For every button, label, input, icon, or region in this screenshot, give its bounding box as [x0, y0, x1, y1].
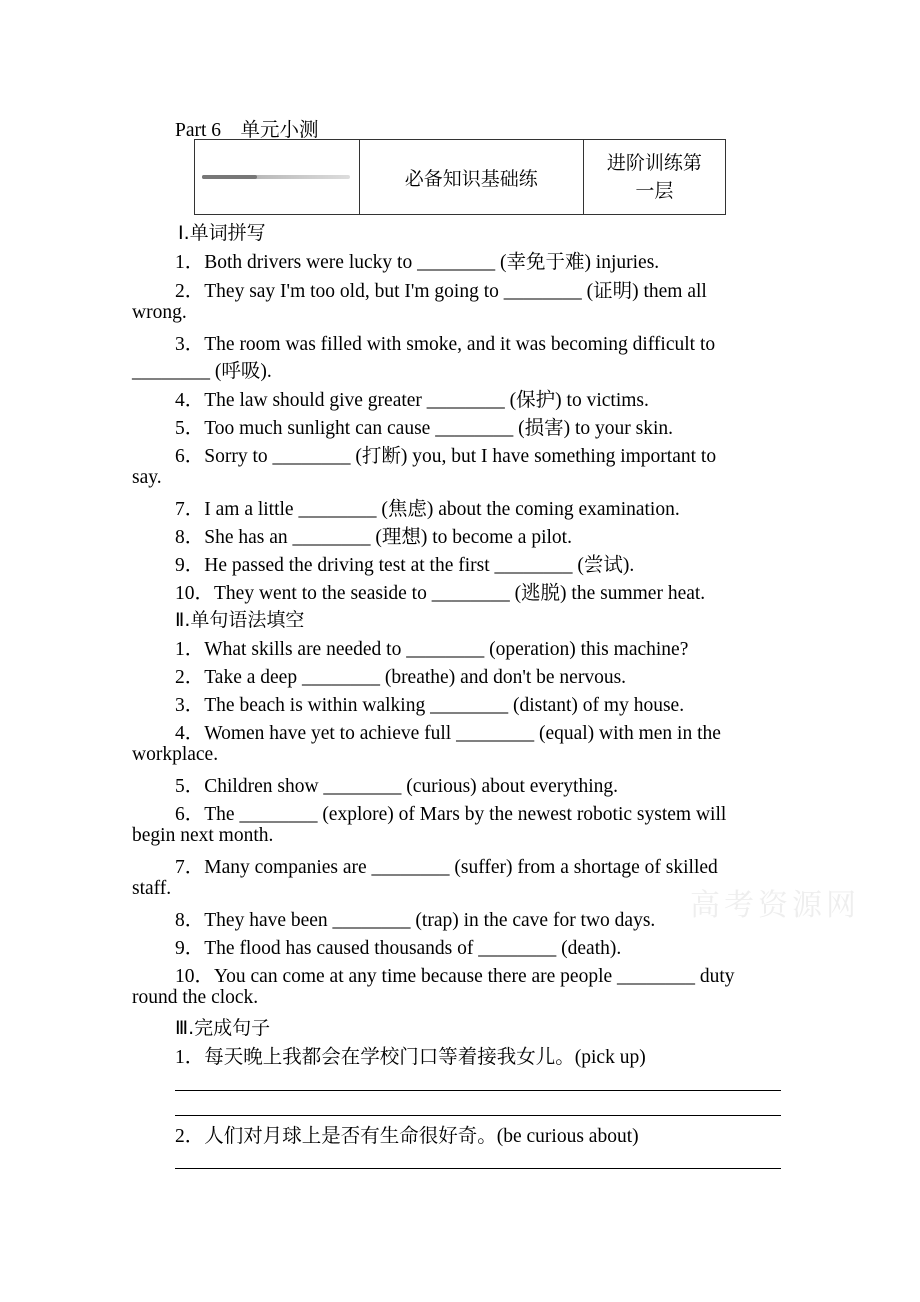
banner-level-line1: 进阶训练第: [606, 152, 702, 174]
s2-question-1: 1．What skills are needed to ________ (operation) this machine?: [175, 639, 689, 660]
section1-heading: Ⅰ.单词拼写: [178, 222, 266, 244]
s2-question-2: 2．Take a deep ________ (breathe) and don't be nervous.: [175, 667, 627, 688]
s1-question-2-cont: wrong.: [132, 302, 187, 323]
s1-question-1: 1．Both drivers were lucky to ________ (幸免于难) injuries.: [175, 252, 660, 273]
s2-question-9: 9．The flood has caused thousands of ________ (death).: [175, 938, 622, 959]
s2-question-8: 8．They have been ________ (trap) in the cave for two days.: [175, 910, 656, 931]
s2-question-7-cont: staff.: [132, 878, 172, 899]
s1-question-9: 9．He passed the driving test at the first ________ (尝试).: [175, 555, 635, 576]
s3-question-1: 1．每天晚上我都会在学校门口等着接我女儿。(pick up): [175, 1047, 646, 1068]
banner-graphic-cell: [195, 140, 360, 215]
section3-heading: Ⅲ.完成句子: [175, 1017, 271, 1039]
banner-right-cell: [583, 140, 725, 215]
s1-question-4: 4．The law should give greater ________ (保护) to victims.: [175, 390, 649, 411]
s2-question-4: 4．Women have yet to achieve full ________ (equal) with men in the: [175, 723, 721, 744]
s2-question-6: 6．The ________ (explore) of Mars by the newest robotic system will: [175, 804, 727, 825]
section2-heading: Ⅱ.单句语法填空: [175, 609, 305, 631]
s2-question-10: 10．You can come at any time because there are people ________ duty: [175, 966, 735, 987]
s1-question-3: 3．The room was filled with smoke, and it was becoming difficult to: [175, 334, 716, 355]
watermark: 高考资源网: [690, 888, 860, 923]
section-banner: [194, 139, 726, 215]
answer-line[interactable]: [175, 1090, 781, 1091]
s1-question-8: 8．She has an ________ (理想) to become a pilot.: [175, 527, 572, 548]
s2-question-7: 7．Many companies are ________ (suffer) from a shortage of skilled: [175, 857, 718, 878]
banner-center-cell: [359, 140, 583, 215]
s1-question-10: 10．They went to the seaside to ________ (逃脱) the summer heat.: [175, 583, 706, 604]
s1-question-3-cont: ________ (呼吸).: [132, 361, 272, 382]
s1-question-6: 6．Sorry to ________ (打断) you, but I have something important to: [175, 446, 717, 467]
s2-question-5: 5．Children show ________ (curious) about everything.: [175, 776, 619, 797]
decorative-bar-icon: [202, 172, 352, 182]
s1-question-2: 2．They say I'm too old, but I'm going to ________ (证明) them all: [175, 281, 707, 302]
banner-level-line2: 一层: [635, 180, 674, 202]
s2-question-3: 3．The beach is within walking ________ (distant) of my house.: [175, 695, 685, 716]
answer-line[interactable]: [175, 1115, 781, 1116]
answer-line[interactable]: [175, 1168, 781, 1169]
banner-title: 必备知识基础练: [404, 167, 538, 190]
s2-question-10-cont: round the clock.: [132, 987, 259, 1008]
s2-question-4-cont: workplace.: [132, 744, 219, 765]
s1-question-5: 5．Too much sunlight can cause ________ (损害) to your skin.: [175, 418, 673, 439]
s1-question-6-cont: say.: [132, 467, 162, 488]
part-title: Part 6 单元小测: [175, 120, 319, 141]
s2-question-6-cont: begin next month.: [132, 825, 274, 846]
s1-question-7: 7．I am a little ________ (焦虑) about the coming examination.: [175, 499, 680, 520]
s3-question-2: 2．人们对月球上是否有生命很好奇。(be curious about): [175, 1126, 639, 1147]
